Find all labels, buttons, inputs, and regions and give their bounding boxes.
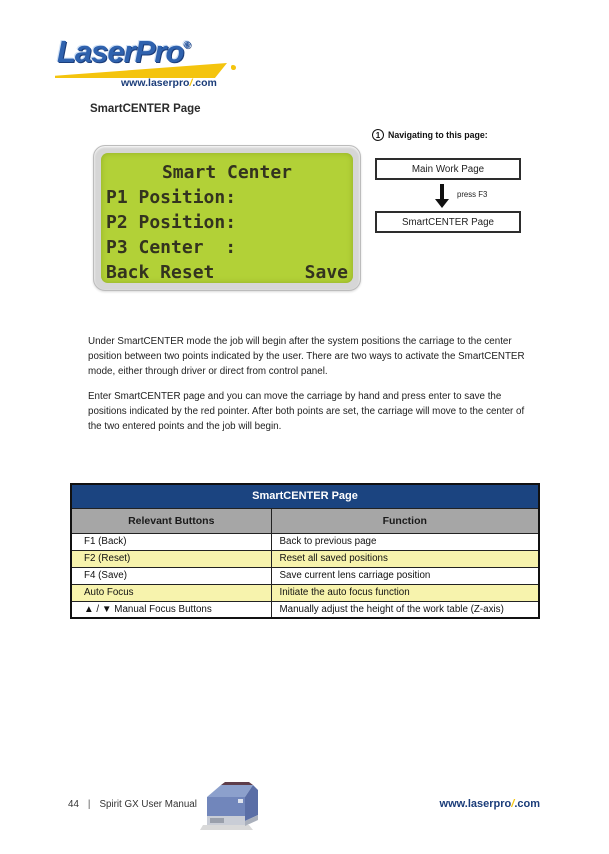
- logo-brand-text: LaserPro®: [57, 34, 191, 69]
- lcd-screen: [101, 153, 353, 283]
- lcd-softkey-right: Save: [304, 262, 348, 283]
- lcd-line-p2: P2 Position:: [106, 212, 237, 233]
- nav-label-text: Navigating to this page:: [388, 130, 488, 140]
- logo-url-accent: /: [189, 77, 193, 89]
- footer-website-accent: /: [511, 798, 515, 810]
- laser-machine-image: [199, 781, 261, 831]
- lcd-softkey-left: Back Reset: [106, 262, 215, 283]
- button-cell: F1 (Back): [71, 533, 271, 550]
- section-heading: SmartCENTER Page: [90, 103, 201, 115]
- logo-dot-shape: [231, 65, 236, 70]
- table-row: [71, 533, 539, 550]
- button-cell: F2 (Reset): [71, 550, 271, 567]
- nav-box-main-work-page: Main Work Page: [375, 158, 521, 180]
- function-cell: Back to previous page: [271, 533, 539, 550]
- body-paragraph-1: Under SmartCENTER mode the job will begin after the system positions the carriage to the center position between two points indicated by the user. There are two ways to activate the SmartCENTER mode, either through driver or direct from control panel.: [88, 336, 525, 378]
- page-number: 44: [68, 799, 79, 810]
- lcd-line-p1: P1 Position:: [106, 187, 237, 208]
- button-cell: ▲ / ▼ Manual Focus Buttons: [71, 601, 271, 618]
- lcd-line-p3: P3 Center :: [106, 237, 237, 258]
- step-number-icon: 1: [372, 129, 384, 141]
- button-cell: Auto Focus: [71, 584, 271, 601]
- column-header-buttons: Relevant Buttons: [71, 508, 271, 533]
- body-paragraph-2: Enter SmartCENTER page and you can move the carriage by hand and press enter to save the positions indicated by the red pointer. After both points are set, the carriage will move to the center of the two entered points and the job will begin.: [88, 391, 525, 433]
- table-row: [71, 601, 539, 618]
- manual-title: Spirit GX User Manual: [99, 799, 197, 810]
- table-title: SmartCENTER Page: [71, 484, 539, 508]
- registered-mark: ®: [183, 40, 191, 51]
- table-row: [71, 550, 539, 567]
- nav-box-smartcenter-page: SmartCENTER Page: [375, 211, 521, 233]
- down-arrow-icon: [435, 184, 449, 208]
- function-cell: Reset all saved positions: [271, 550, 539, 567]
- table-row: [71, 584, 539, 601]
- function-cell: Save current lens carriage position: [271, 567, 539, 584]
- footer-separator: |: [87, 799, 91, 810]
- footer-left: [68, 799, 197, 810]
- function-cell: Initiate the auto focus function: [271, 584, 539, 601]
- lcd-panel-bezel: [93, 145, 361, 291]
- function-cell: Manually adjust the height of the work table (Z-axis): [271, 601, 539, 618]
- nav-arrow-caption: press F3: [457, 190, 488, 199]
- logo-url-text: www.laserpro/.com: [121, 77, 217, 89]
- lcd-softkey-line: [106, 260, 348, 285]
- nav-diagram-label: [372, 129, 488, 141]
- footer-website: www.laserpro/.com: [439, 798, 540, 810]
- smartcenter-buttons-table: [70, 483, 540, 619]
- column-header-function: Function: [271, 508, 539, 533]
- laserpro-logo: [55, 34, 240, 89]
- table-row: [71, 567, 539, 584]
- button-cell: F4 (Save): [71, 567, 271, 584]
- lcd-title-line: Smart Center: [161, 162, 293, 183]
